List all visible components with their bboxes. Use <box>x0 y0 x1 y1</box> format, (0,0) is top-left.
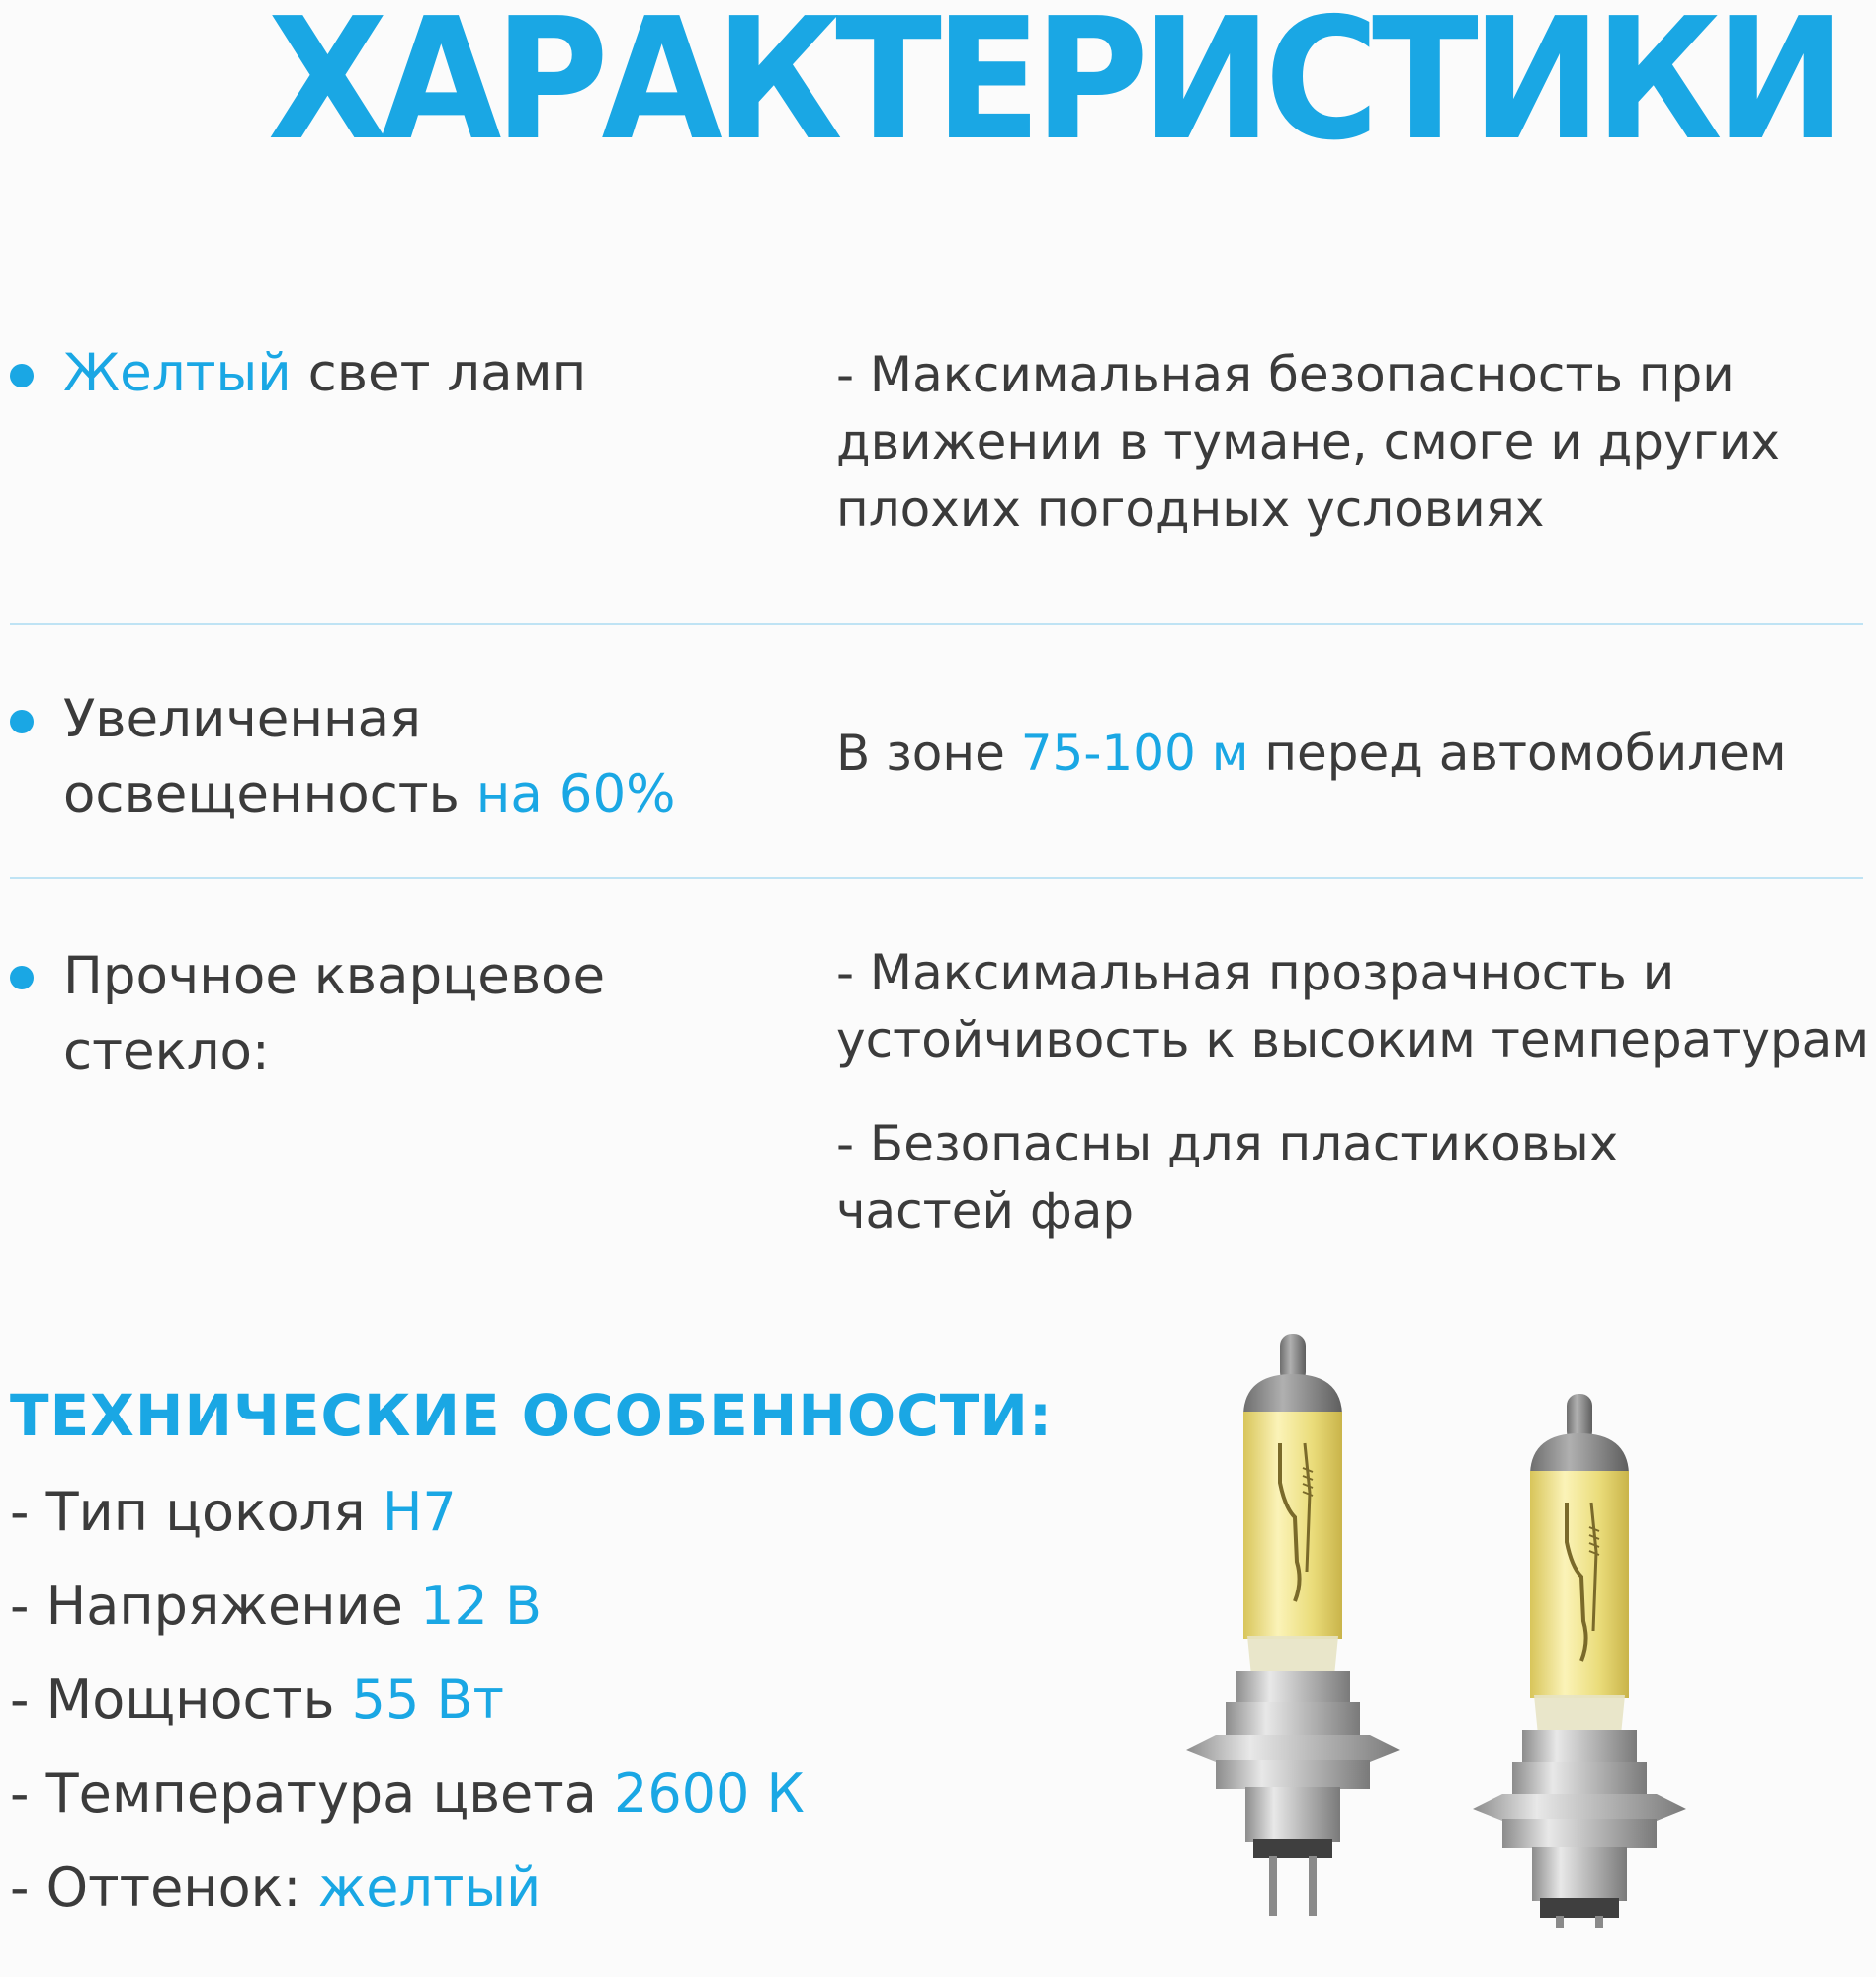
description-line: - Безопасны для пластиковых <box>836 1115 1619 1172</box>
spec-label: - Тип цоколя <box>10 1481 383 1543</box>
bullet-icon <box>10 364 34 387</box>
feature-highlight: на 60% <box>475 764 676 824</box>
description-line: - Максимальная безопасность при <box>836 346 1735 403</box>
feature-label <box>63 682 676 832</box>
feature-description <box>836 939 1869 1074</box>
spec-item-color-temperature <box>10 1760 805 1829</box>
feature-description <box>836 1110 1618 1245</box>
feature-label <box>63 939 605 1089</box>
spec-label: - Оттенок: <box>10 1856 318 1919</box>
bullet-icon <box>10 710 34 733</box>
description-line: движении в тумане, смоге и других <box>836 413 1780 471</box>
bulb-icon <box>1473 1394 1686 1928</box>
spec-item-base-type <box>10 1478 457 1547</box>
description-line: плохих погодных условиях <box>836 480 1545 538</box>
feature-label <box>63 336 586 411</box>
description-text: В зоне <box>836 725 1021 782</box>
feature-highlight: Желтый <box>63 343 292 403</box>
divider <box>10 623 1863 625</box>
spec-value: желтый <box>317 1856 542 1919</box>
feature-label-line: Прочное кварцевое <box>63 946 606 1006</box>
spec-label: - Мощность <box>10 1669 352 1731</box>
bulb-icon <box>1186 1334 1400 1916</box>
page-title: ХАРАКТЕРИСТИКИ <box>267 0 1838 178</box>
spec-value: H7 <box>382 1481 457 1543</box>
spec-value: 55 Вт <box>351 1669 505 1731</box>
divider <box>10 877 1863 879</box>
tech-heading: ТЕХНИЧЕСКИЕ ОСОБЕННОСТИ: <box>10 1382 1054 1449</box>
description-line: - Максимальная прозрачность и <box>836 944 1675 1001</box>
description-highlight: 75-100 м <box>1020 725 1249 782</box>
spec-value: 2600 К <box>613 1762 805 1825</box>
feature-description <box>836 720 1787 787</box>
description-line: частей фар <box>836 1182 1135 1240</box>
spec-value: 12 В <box>420 1575 543 1637</box>
feature-label-line <box>63 757 676 832</box>
feature-label-text: освещенность <box>63 764 476 824</box>
bullet-icon <box>10 966 34 989</box>
spec-item-power <box>10 1666 504 1735</box>
spec-item-shade <box>10 1853 541 1923</box>
h7-bulbs-illustration <box>1186 1334 1819 1928</box>
spec-label: - Температура цвета <box>10 1762 614 1825</box>
spec-item-voltage <box>10 1572 542 1641</box>
feature-label-line: стекло: <box>63 1021 270 1081</box>
feature-label-line: Увеличенная <box>63 689 422 749</box>
spec-label: - Напряжение <box>10 1575 421 1637</box>
description-line: устойчивость к высоким температурам <box>836 1011 1870 1069</box>
description-text: перед автомобилем <box>1248 725 1787 782</box>
feature-description <box>836 341 1780 543</box>
feature-label-text: свет ламп <box>291 343 587 403</box>
